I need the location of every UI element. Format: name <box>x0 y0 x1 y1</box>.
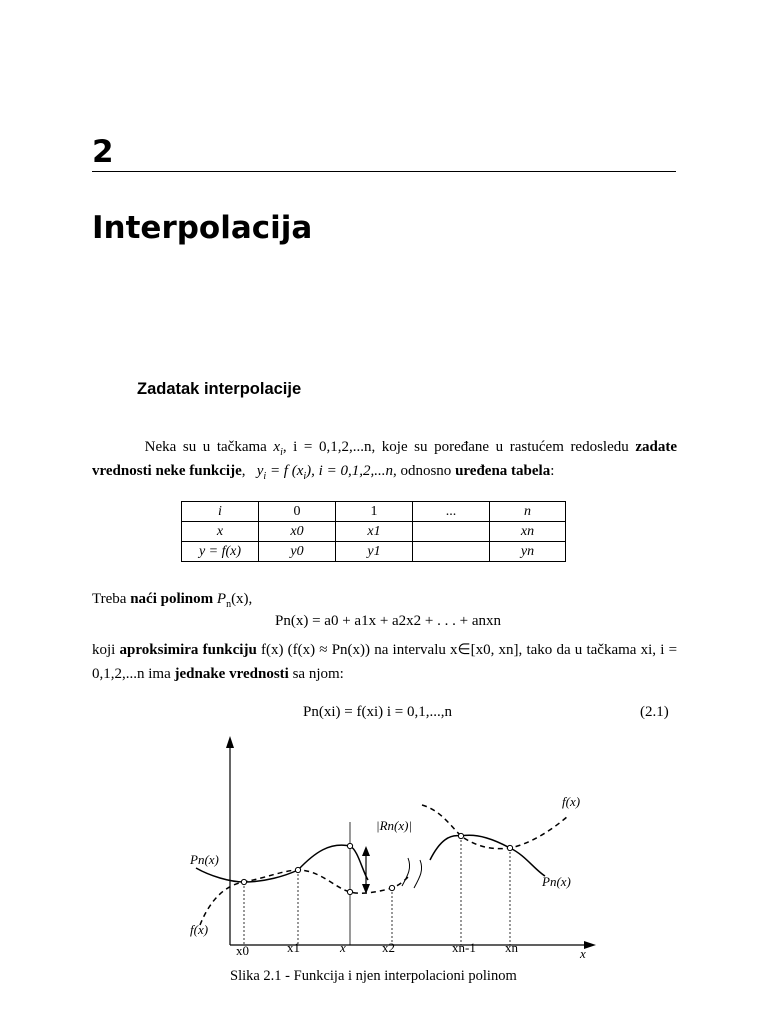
p1-text-b: , koje su poređane u rastućem redosledu <box>371 439 629 455</box>
figure-caption: Slika 2.1 - Funkcija i njen interpolacioni polinom <box>230 968 517 984</box>
p1-formula: $y_i = f$ $(x_i)$, i = 0,1,2,...n <box>256 463 393 482</box>
table-cell: y1 <box>336 542 413 562</box>
table-cell <box>413 542 490 562</box>
table-cell: n <box>490 502 566 522</box>
label-x-axis: x <box>580 946 586 961</box>
x-axis-arrow <box>584 941 596 949</box>
node-point <box>347 889 352 894</box>
table-cell: ... <box>413 502 490 522</box>
table-cell: yn <box>490 542 566 562</box>
table-row <box>182 542 566 562</box>
p1-idx: , i = 0,1,2,...n <box>282 439 372 455</box>
values-table <box>181 501 566 562</box>
table-cell: 1 <box>336 502 413 522</box>
table-cell: x1 <box>336 522 413 542</box>
node-point <box>507 845 512 850</box>
tick-xn: xn <box>505 940 518 955</box>
p3-text-c: xi, i = 0,1,2,...n ima <box>92 642 678 682</box>
p2-text-a: Treba <box>92 591 127 607</box>
tick-x2: x2 <box>382 940 395 955</box>
p2-bold: naći polinom <box>130 591 214 607</box>
break-mark <box>414 860 422 888</box>
chapter-number: 2 <box>92 134 114 170</box>
p-curve-right <box>430 835 545 876</box>
chapter-rule <box>92 171 676 172</box>
node-point <box>241 879 246 884</box>
equation-1: Pn(x) = a0 + a1x + a2x2 + . . . + anxn <box>275 613 502 629</box>
p1-text-c: , odnosno <box>392 463 452 479</box>
table-row <box>182 502 566 522</box>
p3-bold1: aproksimira funkciju <box>119 642 257 658</box>
y-axis-arrow <box>226 736 234 748</box>
table-cell: x <box>182 522 259 542</box>
equation-number: (2.1) <box>640 704 669 720</box>
p-curve-left <box>196 845 368 882</box>
p1-bold1: zadate vrednosti neke funkcije <box>92 439 677 479</box>
break-mark <box>402 858 410 886</box>
chapter-title: Interpolacija <box>92 210 313 246</box>
f-curve-left <box>200 870 408 925</box>
table-cell: x0 <box>259 522 336 542</box>
paragraph-2: Treba naći polinom $P_n(x)$, <box>92 591 253 610</box>
p2-pn: P <box>216 591 227 607</box>
p3-bold2: jednake vrednosti <box>174 666 289 682</box>
p1-colon: : <box>550 463 555 479</box>
label-pn-right: Pn(x) <box>542 874 571 889</box>
table-cell: i <box>182 502 259 522</box>
interpolation-figure <box>0 730 768 970</box>
p3-text-a: koji <box>92 642 116 658</box>
label-fx-top: f(x) <box>562 794 581 809</box>
table-cell: xn <box>490 522 566 542</box>
tick-x1: x1 <box>287 940 300 955</box>
table-cell: y = f(x) <box>182 542 259 562</box>
p1-xi: $x_i$ <box>273 439 283 458</box>
table-cell: y0 <box>259 542 336 562</box>
f-curve-right <box>422 805 568 849</box>
paragraph-1: Neka su u tačkama $x_i$, i = 0,1,2,...n, koje su poređane u rastućem redosledu zadate vrednosti neke funkcije, $y_i = f$ $(x_i)$, i = 0,1,2,...n, odnosno uređena tabela: <box>92 439 677 482</box>
section-title: Zadatak interpolacije <box>137 380 302 398</box>
node-point <box>458 833 463 838</box>
node-point <box>347 843 352 848</box>
table-cell: 0 <box>259 502 336 522</box>
equation-2: Pn(xi) = f(xi) i = 0,1,...,n <box>303 704 452 720</box>
tick-x0: x0 <box>236 943 249 958</box>
label-rn: |Rn(x)| <box>376 818 413 833</box>
p3-text-b: f(x) (f(x) ≈ Pn(x)) na intervalu x∈[x0, xn], tako da u tačkama <box>260 642 637 658</box>
tick-x: x <box>340 940 346 955</box>
p3-text-d: sa njom: <box>292 666 344 682</box>
paragraph-3 <box>92 638 677 686</box>
node-point <box>295 867 300 872</box>
tick-xn1: xn-1 <box>452 940 476 955</box>
node-point <box>389 885 394 890</box>
table-row <box>182 522 566 542</box>
table-cell <box>413 522 490 542</box>
label-fx-left: f(x) <box>190 922 209 937</box>
p1-text-a: Neka su u tačkama <box>144 439 267 455</box>
error-arrow-up <box>362 846 370 856</box>
p1-bold2: uređena tabela <box>455 463 551 479</box>
label-pn-left: Pn(x) <box>190 852 219 867</box>
